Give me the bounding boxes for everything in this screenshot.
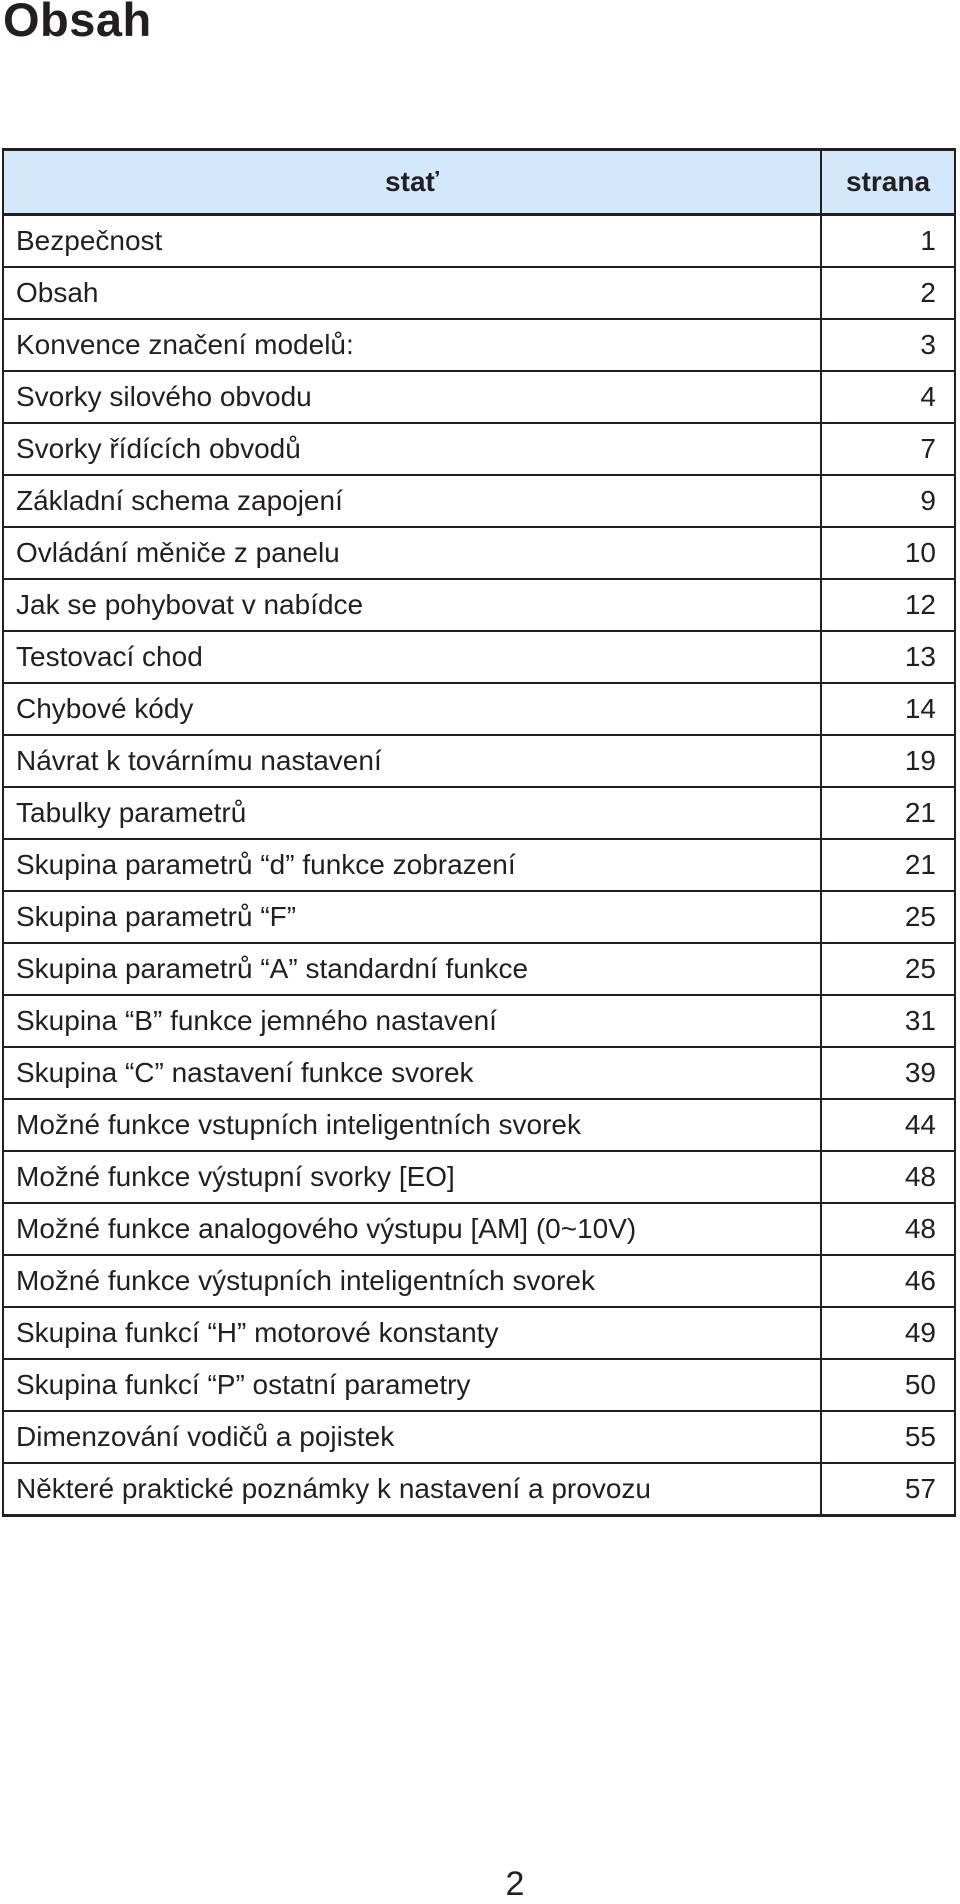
toc-entry-title: Skupina funkcí “H” motorové konstanty [3, 1307, 821, 1359]
toc-row [3, 1203, 955, 1255]
toc-entry-page: 55 [821, 1411, 955, 1463]
column-header-section: stať [3, 150, 821, 215]
toc-row [3, 423, 955, 475]
toc-entry-title: Návrat k továrnímu nastavení [3, 735, 821, 787]
toc-entry-page: 1 [821, 215, 955, 268]
toc-entry-title: Bezpečnost [3, 215, 821, 268]
toc-entry-title: Možné funkce vstupních inteligentních svorek [3, 1099, 821, 1151]
toc-entry-page: 31 [821, 995, 955, 1047]
toc-entry-page: 46 [821, 1255, 955, 1307]
toc-row [3, 1151, 955, 1203]
toc-row [3, 579, 955, 631]
toc-entry-page: 39 [821, 1047, 955, 1099]
toc-row [3, 1463, 955, 1516]
toc-entry-page: 48 [821, 1151, 955, 1203]
toc-entry-page: 21 [821, 787, 955, 839]
toc-entry-title: Jak se pohybovat v nabídce [3, 579, 821, 631]
column-header-page: strana [821, 150, 955, 215]
toc-row [3, 1099, 955, 1151]
toc-entry-page: 7 [821, 423, 955, 475]
toc-row [3, 1255, 955, 1307]
toc-row [3, 371, 955, 423]
toc-entry-page: 14 [821, 683, 955, 735]
toc-entry-title: Skupina parametrů “F” [3, 891, 821, 943]
toc-entry-title: Skupina parametrů “A” standardní funkce [3, 943, 821, 995]
toc-entry-page: 44 [821, 1099, 955, 1151]
toc-row [3, 527, 955, 579]
toc-entry-page: 19 [821, 735, 955, 787]
toc-entry-title: Svorky silového obvodu [3, 371, 821, 423]
toc-row [3, 839, 955, 891]
toc-row [3, 995, 955, 1047]
toc-entry-title: Základní schema zapojení [3, 475, 821, 527]
table-of-contents [2, 148, 956, 1517]
toc-entry-title: Skupina parametrů “d” funkce zobrazení [3, 839, 821, 891]
toc-row [3, 787, 955, 839]
toc-entry-page: 57 [821, 1463, 955, 1516]
toc-row [3, 319, 955, 371]
toc-entry-title: Svorky řídících obvodů [3, 423, 821, 475]
toc-entry-page: 4 [821, 371, 955, 423]
toc-entry-title: Konvence značení modelů: [3, 319, 821, 371]
toc-entry-title: Možné funkce výstupní svorky [EO] [3, 1151, 821, 1203]
toc-row [3, 215, 955, 268]
toc-entry-page: 50 [821, 1359, 955, 1411]
toc-entry-title: Chybové kódy [3, 683, 821, 735]
toc-header [3, 150, 955, 215]
toc-entry-title: Obsah [3, 267, 821, 319]
toc-entry-page: 13 [821, 631, 955, 683]
toc-entry-title: Některé praktické poznámky k nastavení a provozu [3, 1463, 821, 1516]
toc-entry-title: Možné funkce analogového výstupu [AM] (0~10V) [3, 1203, 821, 1255]
toc-row [3, 943, 955, 995]
toc-entry-page: 49 [821, 1307, 955, 1359]
toc-entry-title: Ovládání měniče z panelu [3, 527, 821, 579]
toc-row [3, 1411, 955, 1463]
toc-entry-page: 10 [821, 527, 955, 579]
toc-row [3, 475, 955, 527]
toc-row [3, 1307, 955, 1359]
toc-row [3, 1047, 955, 1099]
toc-entry-page: 21 [821, 839, 955, 891]
toc-entry-page: 3 [821, 319, 955, 371]
toc-header-row [3, 150, 955, 215]
toc-row [3, 267, 955, 319]
toc-entry-page: 25 [821, 943, 955, 995]
toc-entry-page: 9 [821, 475, 955, 527]
toc-entry-title: Skupina “C” nastavení funkce svorek [3, 1047, 821, 1099]
toc-entry-title: Dimenzování vodičů a pojistek [3, 1411, 821, 1463]
page-title: Obsah [3, 0, 152, 46]
toc-entry-page: 25 [821, 891, 955, 943]
toc-row [3, 683, 955, 735]
toc-entry-title: Skupina “B” funkce jemného nastavení [3, 995, 821, 1047]
toc-entry-page: 48 [821, 1203, 955, 1255]
toc-body [3, 215, 955, 1516]
toc-row [3, 891, 955, 943]
toc-entry-title: Možné funkce výstupních inteligentních svorek [3, 1255, 821, 1307]
toc-row [3, 1359, 955, 1411]
toc-entry-page: 2 [821, 267, 955, 319]
toc-entry-title: Skupina funkcí “P” ostatní parametry [3, 1359, 821, 1411]
toc-entry-title: Testovací chod [3, 631, 821, 683]
toc-entry-title: Tabulky parametrů [3, 787, 821, 839]
page-number: 2 [505, 1865, 525, 1903]
toc-entry-page: 12 [821, 579, 955, 631]
toc-row [3, 735, 955, 787]
toc-row [3, 631, 955, 683]
